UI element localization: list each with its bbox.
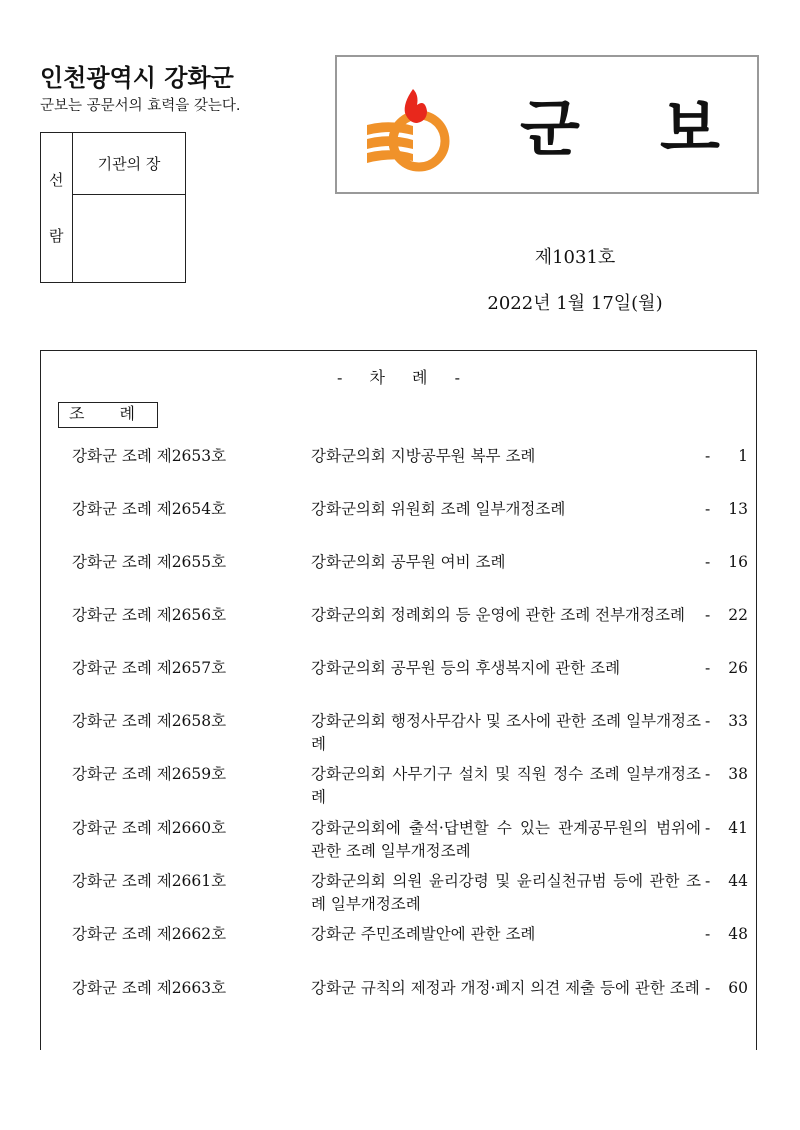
county-emblem-icon xyxy=(365,79,460,174)
ordinance-number: 강화군 조례 제2654호 xyxy=(72,500,227,518)
ordinance-number: 강화군 조례 제2658호 xyxy=(72,712,227,730)
leader-dash: - xyxy=(705,606,711,624)
ordinance-title: 강화군 규칙의 제정과 개정·폐지 의견 제출 등에 관한 조례 xyxy=(311,979,700,997)
page-number: 41 xyxy=(728,819,748,837)
masthead-char-1: 군 xyxy=(520,92,580,165)
leader-dash: - xyxy=(705,872,711,890)
page-number: 60 xyxy=(728,979,748,997)
leader-dash: - xyxy=(705,819,711,837)
organization-name: 인천광역시 강화군 xyxy=(40,64,234,92)
masthead xyxy=(335,55,759,194)
ordinance-number: 강화군 조례 제2657호 xyxy=(72,659,227,677)
ordinance-title: 강화군의회 정례회의 등 운영에 관한 조례 전부개정조례 xyxy=(311,606,685,624)
ordinance-number: 강화군 조례 제2653호 xyxy=(72,447,227,465)
leader-dash: - xyxy=(705,979,711,997)
leader-dash: - xyxy=(705,500,711,518)
table-of-contents xyxy=(40,350,757,1050)
leader-dash: - xyxy=(705,447,711,465)
ordinance-number: 강화군 조례 제2656호 xyxy=(72,606,227,624)
ordinance-number: 강화군 조례 제2660호 xyxy=(72,819,227,837)
ordinance-title: 강화군의회 위원회 조례 일부개정조례 xyxy=(311,500,566,518)
ordinance-number: 강화군 조례 제2662호 xyxy=(72,925,227,943)
leader-dash: - xyxy=(705,925,711,943)
toc-title: - 차 례 - xyxy=(337,368,460,387)
issue-date: 2022년 1월 17일(월) xyxy=(487,293,663,314)
page-number: 33 xyxy=(728,712,748,730)
ordinance-title: 강화군의회 사무기구 설치 및 직원 정수 조례 일부개정조례 xyxy=(311,765,701,806)
gazette-subtitle: 군보는 공문서의 효력을 갖는다. xyxy=(40,98,241,114)
leader-dash: - xyxy=(705,712,711,730)
ordinance-title: 강화군의회 공무원 여비 조례 xyxy=(311,553,506,571)
page-number: 38 xyxy=(728,765,748,783)
ordinance-number: 강화군 조례 제2661호 xyxy=(72,872,227,890)
page-number: 16 xyxy=(728,553,748,571)
circulation-box xyxy=(40,132,186,283)
ordinance-title: 강화군의회 공무원 등의 후생복지에 관한 조례 xyxy=(311,659,621,677)
masthead-char-2: 보 xyxy=(660,92,720,165)
page-number: 22 xyxy=(728,606,748,624)
circulation-side-label xyxy=(41,133,73,282)
page-number: 48 xyxy=(728,925,748,943)
side-label-top: 선 xyxy=(49,171,64,189)
page-number: 44 xyxy=(728,872,748,890)
ordinance-title: 강화군의회에 출석·답변할 수 있는 관계공무원의 범위에 관한 조례 일부개정조례 xyxy=(311,819,701,860)
page-number: 1 xyxy=(738,447,748,465)
leader-dash: - xyxy=(705,765,711,783)
issue-number: 제1031호 xyxy=(534,247,616,268)
ordinance-number: 강화군 조례 제2659호 xyxy=(72,765,227,783)
ordinance-title: 강화군의회 행정사무감사 및 조사에 관한 조례 일부개정조례 xyxy=(311,712,701,753)
ordinance-title: 강화군 주민조례발안에 관한 조례 xyxy=(311,925,536,943)
leader-dash: - xyxy=(705,553,711,571)
ordinance-title: 강화군의회 의원 윤리강령 및 윤리실천규범 등에 관한 조례 일부개정조례 xyxy=(311,872,701,913)
ordinance-number: 강화군 조례 제2663호 xyxy=(72,979,227,997)
ordinance-title: 강화군의회 지방공무원 복무 조례 xyxy=(311,447,536,465)
leader-dash: - xyxy=(705,659,711,677)
section-label-ordinances: 조 례 xyxy=(58,402,158,428)
circulation-head-cell: 기관의 장 xyxy=(73,133,185,195)
page-number: 26 xyxy=(728,659,748,677)
ordinance-number: 강화군 조례 제2655호 xyxy=(72,553,227,571)
side-label-bottom: 람 xyxy=(49,227,64,245)
page-number: 13 xyxy=(728,500,748,518)
